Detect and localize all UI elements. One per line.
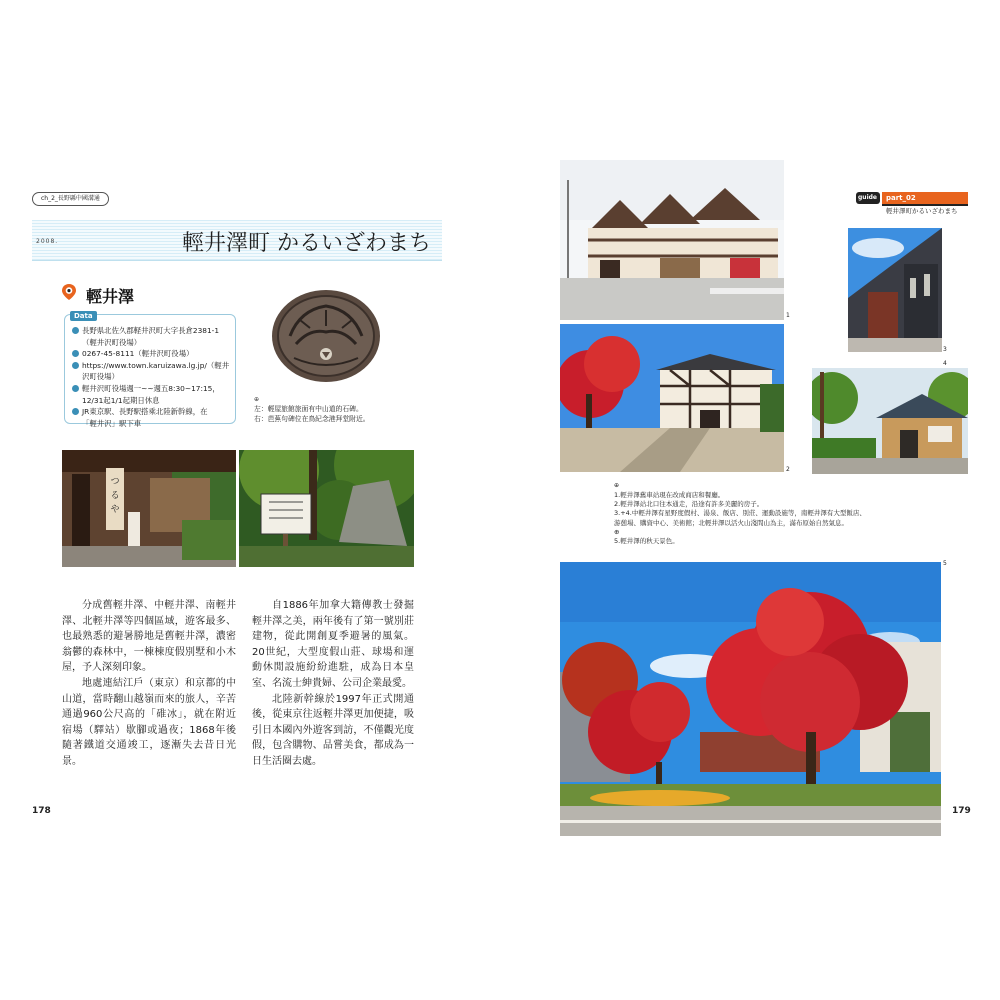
caption-marker: ⊕ [254, 396, 260, 403]
paragraph: 地處連結江戶（東京）和京都的中山道，當時翻山越嶺而來的旅人，辛苦通過960公尺高的「碓冰」，就在附近宿場（驛站）歇腳或過夜；1868年後隨著鐵道交通竣工，逐漸失去昔日光景。 [62, 677, 236, 767]
photo-number-2: 2 [786, 466, 790, 473]
address-icon [72, 327, 79, 334]
title-small-label: 2008. [36, 238, 59, 245]
photo-captions-right [614, 491, 866, 546]
photo-number-5: 5 [943, 560, 947, 567]
phone-icon [72, 350, 79, 357]
caption-marker: ⊕ [614, 482, 620, 489]
photo-number-3: 3 [943, 346, 947, 353]
caption-line: 游憩場、購資中心、美術館；北輕井澤以活火山淺間山為主，滿布原始自然氣息。 [614, 518, 848, 527]
caption-line: 2.輕井澤站北口往本通走，沿途有許多美麗的房子。 [614, 500, 764, 509]
data-badge: Data [70, 311, 97, 321]
photo-captions-left [254, 404, 370, 424]
page-number-left: 178 [32, 806, 51, 816]
info-hours-2: 12/31起1/1起期日休息 [82, 395, 160, 405]
photo-autumn-trees [560, 562, 941, 836]
caption-line: 1.輕井澤舊車站現在改成商店和餐廳。 [614, 491, 725, 499]
guide-text: 輕井澤町かるいざわまち [886, 207, 958, 215]
caption-line: 5.輕井澤的秋天景色。 [614, 537, 679, 546]
svg-text:る: る [110, 491, 120, 501]
caption-left: 左：輕屋旅館旅面有中山道的石碑。 [254, 405, 363, 413]
paragraph: 北陸新幹線於1997年正式開通後，從東京往返輕井澤更加便捷，吸引日本國內外遊客到訪，不僅觀光度假，包含購物、品嘗美食，都成為一日生活圈去處。 [252, 693, 414, 767]
info-phone: 0267-45-8111（輕井沢町役場） [82, 349, 194, 359]
paragraph: 分成舊輕井澤、中輕井澤、南輕井澤、北輕井澤等四個區域，遊客最多、也最熟悉的避暑勝地是舊輕井澤，濃密翁鬱的森林中，一棟棟度假別墅和小木屋，予人深刻印象。 [62, 600, 236, 674]
svg-text:つ: つ [110, 477, 120, 487]
photo-number-1: 1 [786, 312, 790, 319]
photo-old-station [560, 160, 784, 320]
manhole-cover-image [270, 288, 382, 384]
photo-number-4: 4 [943, 360, 947, 367]
photo-tudor-house [560, 324, 784, 472]
info-access: JR東京駅、長野駅搭乘北陸新幹線，在 [82, 407, 208, 417]
guide-part: part_02 [886, 194, 916, 202]
photo-basho-monument [239, 450, 414, 567]
info-address-2: （輕井沢町役場） [82, 337, 142, 347]
photo-modern-building [848, 228, 942, 352]
paragraph: 自1886年加拿大籍傳教士發掘輕井澤之美，兩年後有了第一號別莊建物，從此開創夏季避暑的風氣。20世紀，大型度假山莊、球場和運動休閒設施紛紛進駐，成為日本皇室、名流士紳貴婦、公司企業最愛。 [252, 600, 414, 689]
caption-line: 3.+4.中輕井澤有星野度假村、湯泉、飯店、別莊、運動設施等，南輕井澤有大型飯店、 [614, 509, 866, 518]
photo-inn-stone-sign [62, 450, 236, 567]
svg-text:や: や [110, 505, 120, 515]
place-name: 輕井澤 [86, 287, 135, 306]
info-hours: 輕井沢町役場週一~~週五8:30~17:15， [82, 383, 220, 393]
photo-resort-house [812, 368, 968, 474]
location-pin-icon [60, 283, 78, 301]
chapter-tag: ch_2_長野縣中國溝通 [32, 192, 109, 206]
page-number-right: 179 [952, 806, 971, 816]
body-column-1 [62, 598, 236, 770]
info-access-2: 「輕井沢」駅下車 [82, 418, 142, 428]
page-title: 輕井澤町 かるいざわまち [182, 231, 431, 256]
train-icon [72, 408, 79, 415]
web-icon [72, 362, 79, 369]
info-address: 長野県北佐久郡軽井沢町大字長倉2381-1 [82, 326, 220, 335]
body-column-2 [252, 598, 414, 770]
clock-icon [72, 385, 79, 392]
guide-label: guide [858, 194, 877, 201]
caption-line: ⊕ [614, 527, 620, 536]
info-web-2: 沢町役場） [82, 372, 119, 382]
caption-right: 右：芭蕉句碑位在鳥紀念港拜堂附近。 [254, 415, 370, 423]
info-lines [72, 325, 232, 429]
info-web: https://www.town.karuizawa.lg.jp/（輕井 [82, 360, 230, 370]
